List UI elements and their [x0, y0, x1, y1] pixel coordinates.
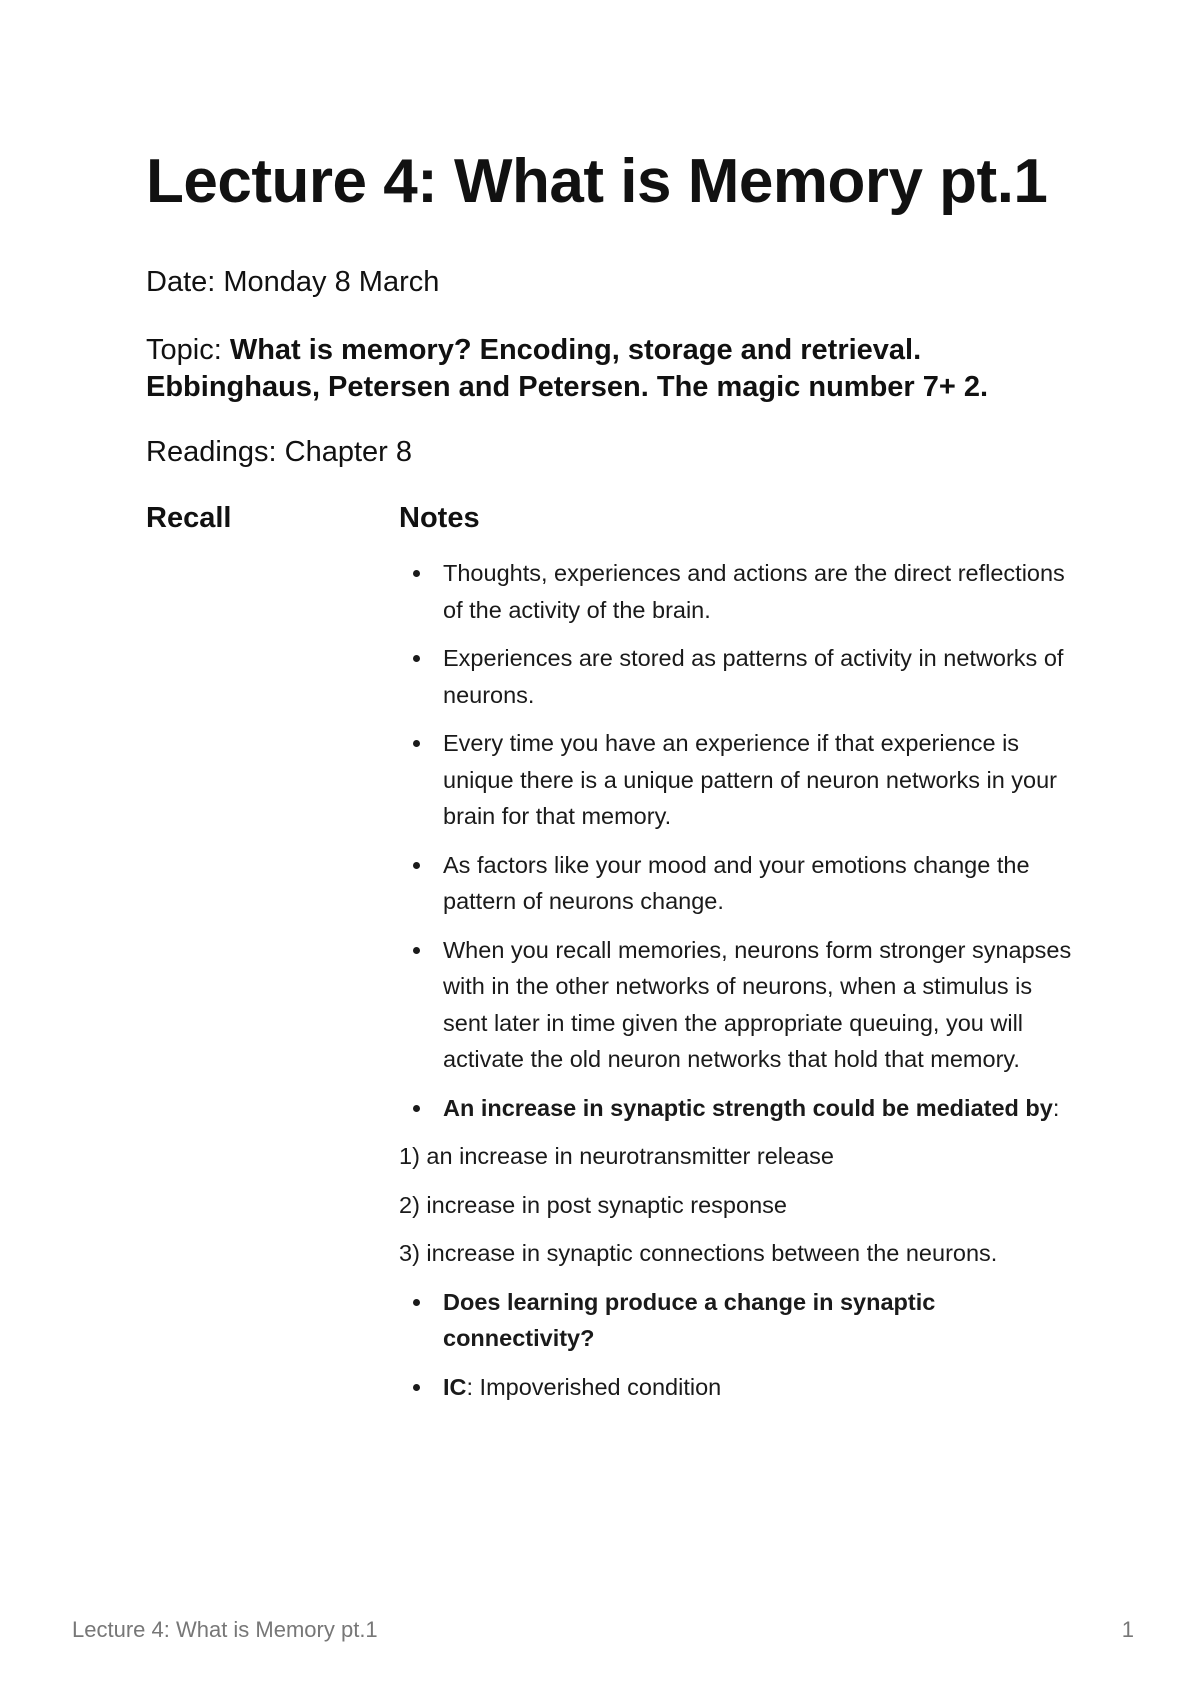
- list-item: [399, 555, 1079, 628]
- note-bold-text: An increase in synaptic strength could be mediated by: [443, 1094, 1053, 1121]
- bullet-icon: [413, 947, 420, 954]
- topic-line: [146, 332, 1086, 406]
- note-text: Does learning produce a change in synaptic connectivity?: [443, 1288, 936, 1351]
- note-text: When you recall memories, neurons form stronger synapses with in the other networks of neurons, when a stimulus is sent later in time given the appropriate queuing, you will activate the old neuron networks that hold that memory.: [443, 936, 1072, 1072]
- numbered-item: 1) an increase in neurotransmitter release: [399, 1143, 834, 1169]
- list-item: [399, 1284, 1079, 1357]
- list-item: [399, 725, 1079, 835]
- recall-column-heading: Recall: [146, 502, 232, 534]
- list-item: [399, 847, 1079, 920]
- notes-list: [399, 555, 1079, 1417]
- note-text: [443, 1095, 1059, 1121]
- bullet-icon: [413, 655, 420, 662]
- bullet-icon: [413, 1105, 420, 1112]
- numbered-item: 3) increase in synaptic connections between the neurons.: [399, 1240, 998, 1266]
- list-item: [399, 640, 1079, 713]
- date-label: Date:: [146, 266, 216, 298]
- list-item: [399, 932, 1079, 1078]
- note-text: [443, 1374, 721, 1400]
- date-line: [146, 264, 439, 301]
- note-rest-text: : Impoverished condition: [466, 1373, 722, 1400]
- notes-column-heading: Notes: [399, 502, 480, 534]
- list-item: [399, 1090, 1079, 1127]
- note-text: Experiences are stored as patterns of activity in networks of neurons.: [443, 645, 1064, 708]
- note-text: As factors like your mood and your emotions change the pattern of neurons change.: [443, 851, 1030, 914]
- bullet-icon: [413, 1299, 420, 1306]
- readings-label: Readings:: [146, 436, 277, 468]
- bullet-icon: [413, 570, 420, 577]
- topic-label: Topic:: [146, 334, 222, 366]
- topic-value: What is memory? Encoding, storage and retrieval. Ebbinghaus, Petersen and Petersen. The magic number 7+ 2.: [146, 334, 989, 403]
- numbered-item: 2) increase in post synaptic response: [399, 1191, 787, 1218]
- note-rest-text: :: [1052, 1094, 1060, 1121]
- page-title: Lecture 4: What is Memory pt.1: [146, 147, 1048, 216]
- readings-line: [146, 434, 412, 471]
- bullet-icon: [413, 740, 420, 747]
- note-bold-text: IC: [443, 1373, 467, 1400]
- date-value: Monday 8 March: [223, 266, 440, 298]
- readings-value: Chapter 8: [284, 436, 413, 468]
- note-text: Every time you have an experience if that experience is unique there is a unique pattern of neuron networks in your brain for that memory.: [443, 730, 1058, 829]
- footer-title: Lecture 4: What is Memory pt.1: [72, 1617, 378, 1642]
- page-number: 1: [1121, 1617, 1134, 1642]
- bullet-icon: [413, 862, 420, 869]
- note-text: Thoughts, experiences and actions are the direct reflections of the activity of the brain.: [443, 560, 1065, 623]
- list-item: [399, 1369, 1079, 1406]
- bullet-icon: [413, 1384, 420, 1391]
